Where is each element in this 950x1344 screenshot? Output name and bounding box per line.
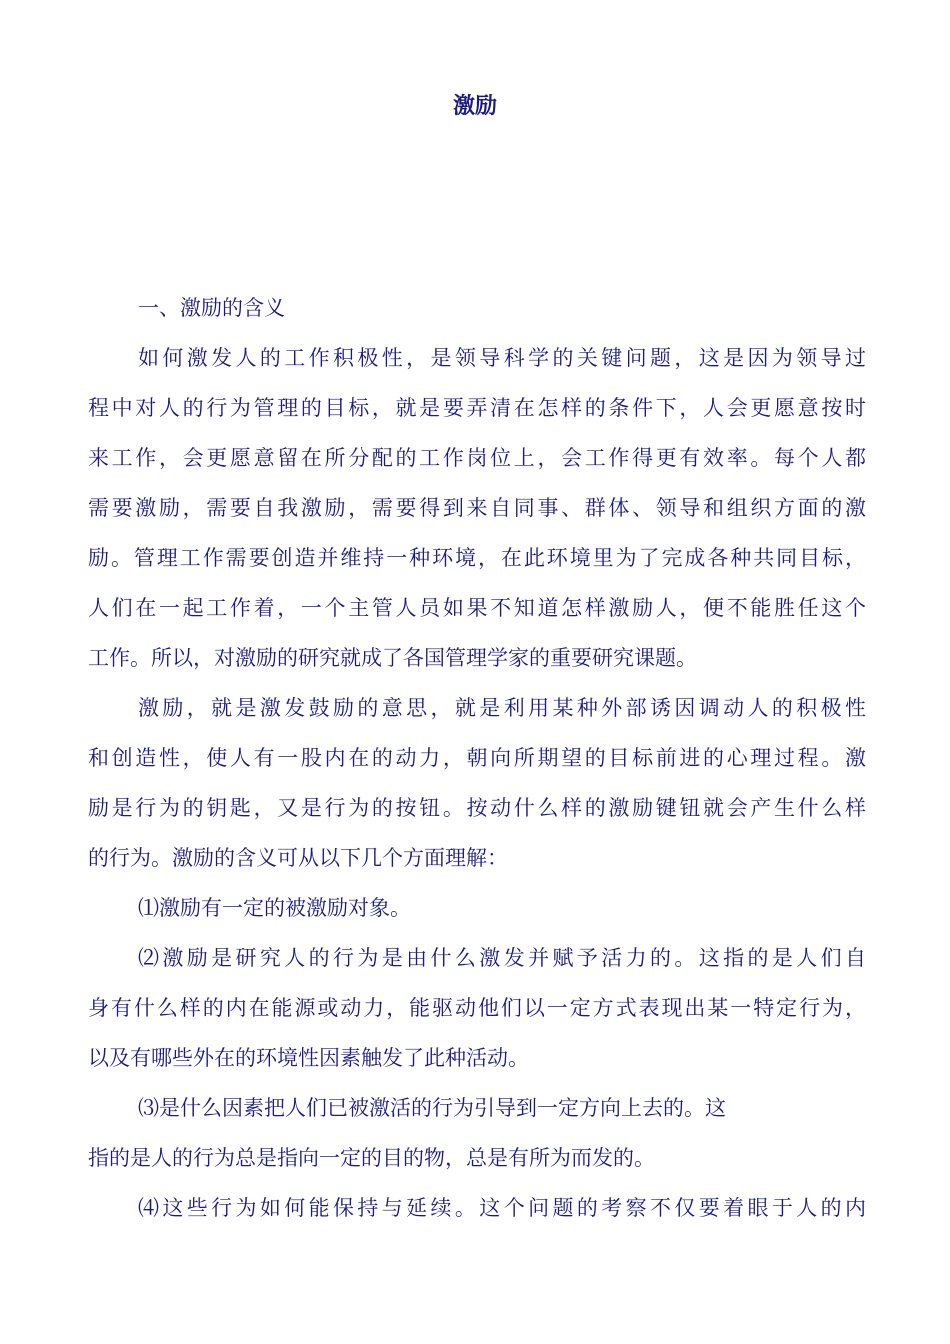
paragraph-4 [88, 933, 866, 1083]
paragraph-line: 程中对人的行为管理的目标，就是要弄清在怎样的条件下，人会更愿意按时 [88, 396, 866, 420]
paragraph-line: 工作。所以，对激励的研究就成了各国管理学家的重要研究课题。 [88, 646, 697, 670]
paragraph-line: 指的是人的行为总是指向一定的目的物，总是有所为而发的。 [88, 1146, 655, 1170]
paragraph-line: ⑷这些行为如何能保持与延续。这个问题的考察不仅要着眼于人的内 [138, 1196, 866, 1220]
paragraph-6 [88, 1183, 866, 1233]
paragraph-line: 如何激发人的工作积极性，是领导科学的关键问题，这是因为领导过 [138, 346, 866, 370]
paragraph-line: ⑶是什么因素把人们已被激活的行为引导到一定方向上去的。这 [138, 1096, 726, 1120]
paragraph-1 [88, 333, 866, 683]
paragraph-line: 和创造性，使人有一股内在的动力，朝向所期望的目标前进的心理过程。激 [88, 746, 866, 770]
paragraph-line: 身有什么样的内在能源或动力，能驱动他们以一定方式表现出某一特定行为， [88, 996, 866, 1020]
paragraph-line: 激励，就是激发鼓励的意思，就是利用某种外部诱因调动人的积极性 [138, 696, 866, 720]
document-body [88, 283, 866, 1233]
paragraph-line: ⑴激励有一定的被激励对象。 [138, 896, 411, 920]
paragraph-line: 需要激励，需要自我激励，需要得到来自同事、群体、领导和组织方面的激 [88, 496, 866, 520]
paragraph-2 [88, 683, 866, 883]
paragraph-3 [88, 883, 866, 933]
paragraph-line: 励。管理工作需要创造并维持一种环境，在此环境里为了完成各种共同目标， [88, 546, 866, 570]
document-title: 激励 [452, 94, 497, 119]
paragraph-line: 人们在一起工作着，一个主管人员如果不知道怎样激励人，便不能胜任这个 [88, 596, 866, 620]
paragraph-line: 以及有哪些外在的环境性因素触发了此种活动。 [88, 1046, 529, 1070]
paragraph-line: 励是行为的钥匙，又是行为的按钮。按动什么样的激励键钮就会产生什么样 [88, 796, 866, 820]
paragraph-line: 的行为。激励的含义可从以下几个方面理解： [88, 846, 508, 870]
paragraph-line: 来工作，会更愿意留在所分配的工作岗位上，会工作得更有效率。每个人都 [88, 446, 866, 470]
section-heading: 一、激励的含义 [138, 296, 285, 320]
paragraph-5 [88, 1083, 866, 1183]
paragraph-line: ⑵激励是研究人的行为是由什么激发并赋予活力的。这指的是人们自 [138, 946, 866, 970]
